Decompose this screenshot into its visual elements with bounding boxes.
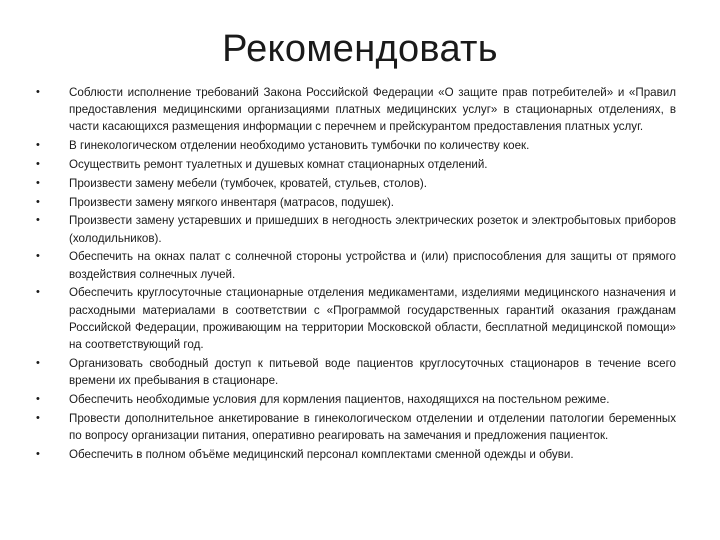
bullet-icon: • xyxy=(36,286,40,299)
list-item xyxy=(36,355,676,389)
slide-title: Рекомендовать xyxy=(222,28,498,70)
list-item-text: Осуществить ремонт туалетных и душевых комнат стационарных отделений. xyxy=(69,158,488,171)
list-item xyxy=(36,84,676,136)
list-item-text: Обеспечить круглосуточные стационарные отделения медикаментами, изделиями медицинского назначения и расходными материалами в соответствии с «Программой государственных гарантий оказания гражданам Российской Федерации, проживающим на территории Московской области, бесплатной медицинской помощи» на соответствующий год. xyxy=(69,286,676,351)
bullet-icon: • xyxy=(36,250,40,263)
bullet-icon: • xyxy=(36,411,40,424)
list-item-text: Произвести замену мебели (тумбочек, кроватей, стульев, столов). xyxy=(69,176,427,190)
bullet-icon: • xyxy=(36,176,40,189)
list-item-text: Произвести замену мягкого инвентаря (матрасов, подушек). xyxy=(69,195,395,209)
recommendations-list xyxy=(36,84,676,464)
list-item xyxy=(36,391,676,408)
list-item xyxy=(36,446,676,463)
list-item-text: Обеспечить на окнах палат с солнечной стороны устройства и (или) приспособления для защиты от прямого воздействия солнечных лучей. xyxy=(69,250,676,281)
bullet-icon: • xyxy=(36,195,40,208)
list-item xyxy=(36,156,676,173)
bullet-icon: • xyxy=(36,139,40,152)
bullet-icon: • xyxy=(36,86,40,98)
list-item xyxy=(36,410,676,444)
list-item-text: Соблюсти исполнение требований Закона Российской Федерации «О защите прав потребителей» и «Правил предоставления медицинскими организациями платных медицинских услуг» в стационарных отделениях, в части касающихся размещения информации с перечнем и прейскурантом предоставления платных услуг. xyxy=(69,86,676,134)
list-item-text: Произвести замену устаревших и пришедших в негодность электрических розеток и электробытовых приборов (холодильников). xyxy=(69,214,676,245)
list-item xyxy=(36,212,676,246)
bullet-icon: • xyxy=(36,214,40,227)
list-item xyxy=(36,175,676,192)
list-item-text: Провести дополнительное анкетирование в гинекологическом отделении и отделении патологии беременных по вопросу организации питания, оперативно реагировать на замечания и предложения пациенток. xyxy=(69,411,676,442)
list-item-text: Обеспечить в полном объёме медицинский персонал комплектами сменной одежды и обуви. xyxy=(69,447,574,461)
bullet-icon: • xyxy=(36,356,40,369)
list-item xyxy=(36,194,676,211)
list-item xyxy=(36,284,676,353)
list-item xyxy=(36,137,676,154)
bullet-icon: • xyxy=(36,158,40,170)
list-item xyxy=(36,248,676,282)
list-item-text: Организовать свободный доступ к питьевой воде пациентов круглосуточных стационаров в течение всего времени их пребывания в стационаре. xyxy=(69,356,676,387)
bullet-icon: • xyxy=(36,447,40,460)
bullet-icon: • xyxy=(36,392,40,405)
list-item-text: Обеспечить необходимые условия для кормления пациентов, находящихся на постельном режиме. xyxy=(69,392,610,406)
list-item-text: В гинекологическом отделении необходимо установить тумбочки по количеству коек. xyxy=(69,139,530,153)
